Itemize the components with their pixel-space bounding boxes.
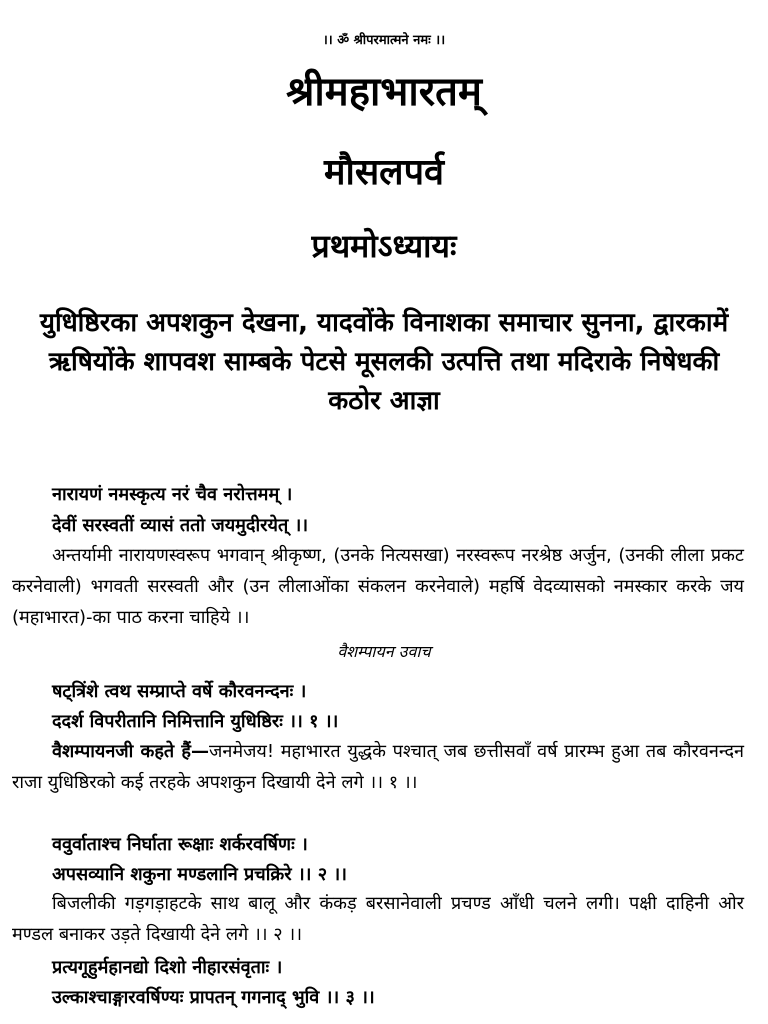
shloka-1-translation (12, 736, 744, 798)
adhyaya-title: प्रथमोऽध्यायः (311, 227, 457, 265)
shloka-2-line-1: ववुर्वाताश्च निर्घाता रूक्षाः शर्करवर्षिणः । (52, 834, 308, 855)
book-title: श्रीमहाभारतम् (286, 69, 482, 115)
parva-title: मौसलपर्व (323, 152, 445, 193)
mangala-verse-line-1: नारायणं नमस्कृत्य नरं चैव नरोत्तमम् । (52, 484, 293, 505)
mangala-verse-line-2: देवीं सरस्वतीं व्यासं ततो जयमुदीरयेत् ।। (52, 515, 309, 536)
shloka-3-line-2: उल्काश्चाङ्गारवर्षिण्यः प्रापतन् गगनाद् भुवि ।। ३ ।। (52, 987, 375, 1008)
speaker-label: वैशम्पायन उवाच (337, 642, 431, 661)
shloka-1-translation-text: जनमेजय! महाभारत युद्धके पश्चात् जब छत्तीसवाँ वर्ष प्रारम्भ हुआ तब कौरवनन्दन राजा युधिष्ठिरको कई तरहके अपशकुन दिखायी देने लगे ।। १ ।। (12, 741, 744, 793)
shloka-3-line-1: प्रत्यगूहुर्महानद्यो दिशो नीहारसंवृताः । (52, 957, 283, 978)
invocation-header: ।। ॐ श्रीपरमात्मने नमः ।। (322, 33, 446, 48)
shloka-1-line-2: ददर्श विपरीतानि निमित्तानि युधिष्ठिरः ।। १ ।। (52, 711, 339, 732)
mangala-translation: अन्तर्यामी नारायणस्वरूप भगवान् श्रीकृष्ण, (उनके नित्यसखा) नरस्वरूप नरश्रेष्ठ अर्जुन, (उनकी लीला प्रकट करनेवाली) भगवती सरस्वती और (उन लीलाओंका संकलन करनेवाले) महर्षि वेदव्यासको नमस्कार करके जय (महाभारत)-का पाठ करना चाहिये ।। (12, 545, 744, 628)
shloka-1-line-1: षट्त्रिंशे त्वथ सम्प्राप्ते वर्षे कौरवनन्दनः । (52, 681, 307, 702)
shloka-2-line-2: अपसव्यानि शकुना मण्डलानि प्रचक्रिरे ।। २ ।। (52, 864, 347, 885)
shloka-2-translation: बिजलीकी गड़गड़ाहटके साथ बालू और कंकड़ बरसानेवाली प्रचण्ड आँधी चलने लगी। पक्षी दाहिनी ओर मण्डल बनाकर उड़ते दिखायी देने लगे ।। २ ।। (12, 893, 744, 945)
chapter-summary-heading: युधिष्ठिरका अपशकुन देखना, यादवोंके विनाशका समाचार सुनना, द्वारकामें ऋषियोंके शापवश साम्बके पेटसे मूसलकी उत्पत्ति तथा मदिराके निषेधकी कठोर आज्ञा (39, 308, 729, 416)
speaker-intro: वैशम्पायनजी कहते हैं— (52, 741, 209, 762)
